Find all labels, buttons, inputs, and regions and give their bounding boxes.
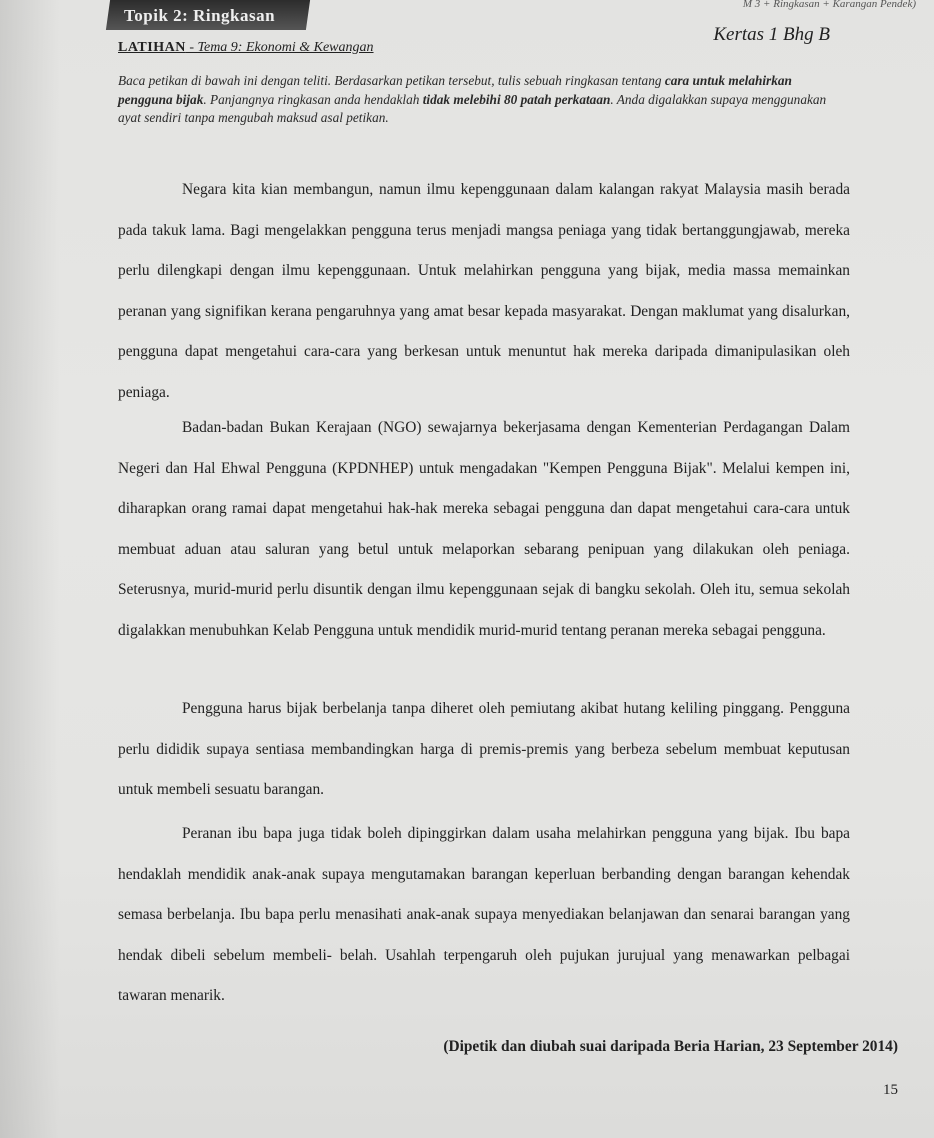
running-header: M 3 + Ringkasan + Karangan Pendek) — [742, 0, 916, 10]
page-shadow — [0, 0, 60, 1138]
topic-title: Topik 2: Ringkasan — [124, 6, 276, 25]
instructions — [118, 72, 834, 128]
passage-paragraph-3: Pengguna harus bijak berbelanja tanpa diheret oleh pemiutang akibat hutang keliling pinggang. Pengguna perlu dididik supaya sentiasa membandingkan harga di premis-premis yang berbeza sebelum membuat keputusan untuk membeli sesuatu barangan. — [118, 700, 850, 798]
source-citation: (Dipetik dan diubah suai daripada Beria Harian, 23 September 2014) — [443, 1038, 898, 1055]
page-number: 15 — [883, 1082, 898, 1098]
instructions-bold-topic: cara untuk melahirkan pengguna bijak — [118, 73, 792, 107]
passage-paragraph-4: Peranan ibu bapa juga tidak boleh dipinggirkan dalam usaha melahirkan pengguna yang bijak. Ibu bapa hendaklah mendidik anak-anak supaya mengutamakan barangan keperluan berbanding dengan barangan kehendak semasa berbelanja. Ibu bapa perlu menasihati anak-anak supaya menyediakan belanjawan dan senarai barangan yang hendak dibeli sebelum membeli- belah. Usahlah terpengaruh oleh pujukan jurujual yang menawarkan pelbagai tawaran menarik. — [118, 825, 850, 1004]
instructions-text-2: . Panjangnya ringkasan anda hendaklah — [203, 91, 423, 107]
instructions-text-1: Baca petikan di bawah ini dengan teliti. Berdasarkan petikan tersebut, tulis sebuah ringkasan tentang — [118, 73, 665, 88]
passage-paragraph-2: Badan-badan Bukan Kerajaan (NGO) sewajarnya bekerjasama dengan Kementerian Perdagangan Dalam Negeri dan Hal Ehwal Pengguna (KPDNHEP) untuk mengadakan "Kempen Pengguna Bijak". Melalui kempen ini, diharapkan orang ramai dapat mengetahui hak-hak mereka sebagai pengguna dan dapat mengetahui cara-cara untuk membuat aduan atau saluran yang betul untuk melaporkan sebarang penipuan yang dilakukan oleh peniaga. Seterusnya, murid-murid perlu disuntik dengan ilmu kepenggunaan sejak di bangku sekolah. Oleh itu, semua sekolah digalakkan menubuhkan Kelab Pengguna untuk mendidik murid-murid tentang peranan mereka sebagai pengguna. — [118, 419, 850, 639]
passage-paragraph-1: Negara kita kian membangun, namun ilmu kepenggunaan dalam kalangan rakyat Malaysia masih berada pada takuk lama. Bagi mengelakkan pengguna terus menjadi mangsa peniaga yang tidak bertanggungjawab, mereka perlu dilengkapi dengan ilmu kepenggunaan. Untuk melahirkan pengguna yang bijak, media massa memainkan peranan yang signifikan kerana pengaruhnya yang amat besar kepada masyarakat. Dengan maklumat yang disalurkan, pengguna dapat mengetahui cara-cara yang berkesan untuk menuntut hak mereka daripada dimanipulasikan oleh peniaga. — [118, 181, 850, 401]
exercise-heading-underlined — [118, 40, 374, 55]
exercise-theme: Tema 9: Ekonomi & Kewangan — [197, 40, 374, 55]
exercise-heading — [118, 40, 374, 56]
exercise-label: LATIHAN — [118, 40, 186, 55]
exercise-separator: - — [185, 40, 198, 55]
instructions-bold-limit: tidak melebihi 80 patah perkataan — [422, 91, 611, 107]
paper-section-title: Kertas 1 Bhg B — [713, 24, 830, 45]
instructions-text-3: . Anda digalakkan supaya menggunakan ayat sendiri tanpa mengubah maksud asal petikan. — [118, 91, 827, 125]
